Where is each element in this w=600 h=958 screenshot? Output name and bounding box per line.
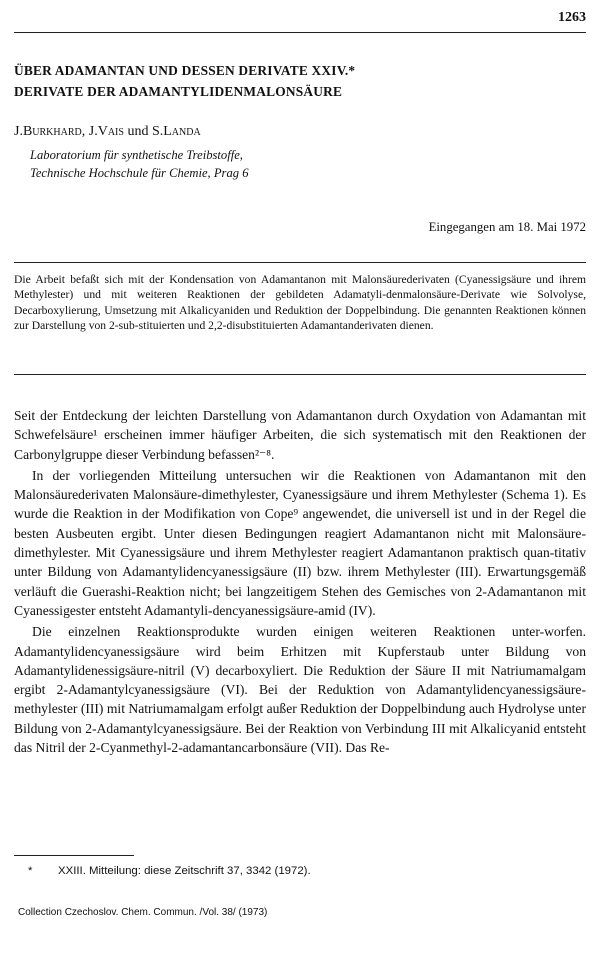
author-separator-und: und [123,124,152,139]
header-rule [14,32,586,33]
footnote-text: XXIII. Mitteilung: diese Zeitschrift 37, 3342 (1972). [58,865,311,877]
affiliation [30,146,249,182]
author-1-initial: J. [14,124,23,139]
author-3-initial: S. [151,124,164,139]
author-3-name: Landa [163,124,201,139]
abstract-text: Die Arbeit befaßt sich mit der Kondensation von Adamantanon mit Malonsäurederivaten (Cyanessigsäure und ihrem Methylester) und mit weiteren Reaktionen der gebildeten Adamatyli-denmalonsäure-Derivate wie Solvolyse, Decarboxylierung, Umsetzung mit Alkalicyaniden und Reduktion der Doppelbindung. Die genannten Reaktionen können zur Darstellung von 2-sub-stituierten und 2,2-disubstituierten Adamantanderivaten dienen. [14,273,586,333]
body-text [14,406,586,759]
abstract-bottom-rule [14,374,586,375]
abstract [14,272,586,334]
journal-citation: Collection Czechoslov. Chem. Commun. /Vol. 38/ (1973) [18,907,268,918]
affiliation-line-2: Technische Hochschule für Chemie, Prag 6 [30,166,249,180]
received-date: Eingegangen am 18. Mai 1972 [428,220,586,234]
title-line-1: ÜBER ADAMANTAN UND DESSEN DERIVATE XXIV.* [14,63,356,78]
body-paragraph-1: Seit der Entdeckung der leichten Darstellung von Adamantanon durch Oxydation von Adamantan mit Schwefelsäure¹ erscheinen immer häufiger Arbeiten, die sich systematisch mit den Reaktionen der Carbonylgruppe dieser Verbindung befassen²⁻⁸. [14,408,586,462]
author-2-name: Vais [97,124,124,139]
abstract-top-rule [14,262,586,263]
footnote [28,865,311,877]
body-paragraph-3: Die einzelnen Reaktionsprodukte wurden einigen weiteren Reaktionen unter-worfen. Adamantylidencyanessigsäure wird beim Erhitzen mit Kupferstaub unter Bildung von Adamantylidenessigsäure-nitril (V) decarboxyliert. Die Reduktion der Säure II mit Natriumamalgam ergibt 2-Adamantylcyanessigsäure (VI). Bei der Reduktion von Adamantylidencyanessigsäure-methylester (III) mit Natriumamalgam erfolgt außer Reduktion der Doppelbindung auch Hydrolyse unter Bildung von 2-Adamantylcyanessigsäure. Bei der Reaktion von Verbindung III mit Alkalicyanid entsteht das Nitril der 2-Cyanmethyl-2-adamantancarbonsäure (VII). Das Re- [14,624,586,756]
author-list [14,124,201,140]
author-2-initial: J. [88,124,98,139]
author-separator: , [81,124,89,139]
body-paragraph-2: In der vorliegenden Mitteilung untersuchen wir die Reaktionen von Adamantanon mit den Malonsäurederivaten Malonsäure-dimethylester, Cyanessigsäure und ihrem Methylester (Schema 1). Es wurde die Reaktion in der Modifikation von Cope⁹ angewendet, die universell ist und in der Regel die besten Ausbeuten ergibt. Unter diesen Bedingungen reagiert Adamantanon nicht mit Malonsäure-dimethylester. Mit Cyanessigsäure und ihrem Methylester reagiert Adamantanon praktisch quan-titativ unter Bildung von Adamantylidencyanessigsäure (II) bzw. ihrem Methylester (III). Erwartungsgemäß verläuft die Guerashi-Reaktion nicht; bei langzeitigem Stehen des Gemisches von 2-Adamantanon mit Cyanessigester entsteht Adamantyli-dencyanessigsäure-amid (IV). [14,467,586,618]
footnote-mark: * [28,865,33,877]
footnote-rule [14,855,134,856]
author-1-name: Burkhard [22,124,82,139]
title-line-2: DERIVATE DER ADAMANTYLIDENMALONSÄURE [14,84,343,99]
page-number: 1263 [558,10,586,25]
affiliation-line-1: Laboratorium für synthetische Treibstoffe, [30,148,243,162]
article-title [14,60,355,102]
